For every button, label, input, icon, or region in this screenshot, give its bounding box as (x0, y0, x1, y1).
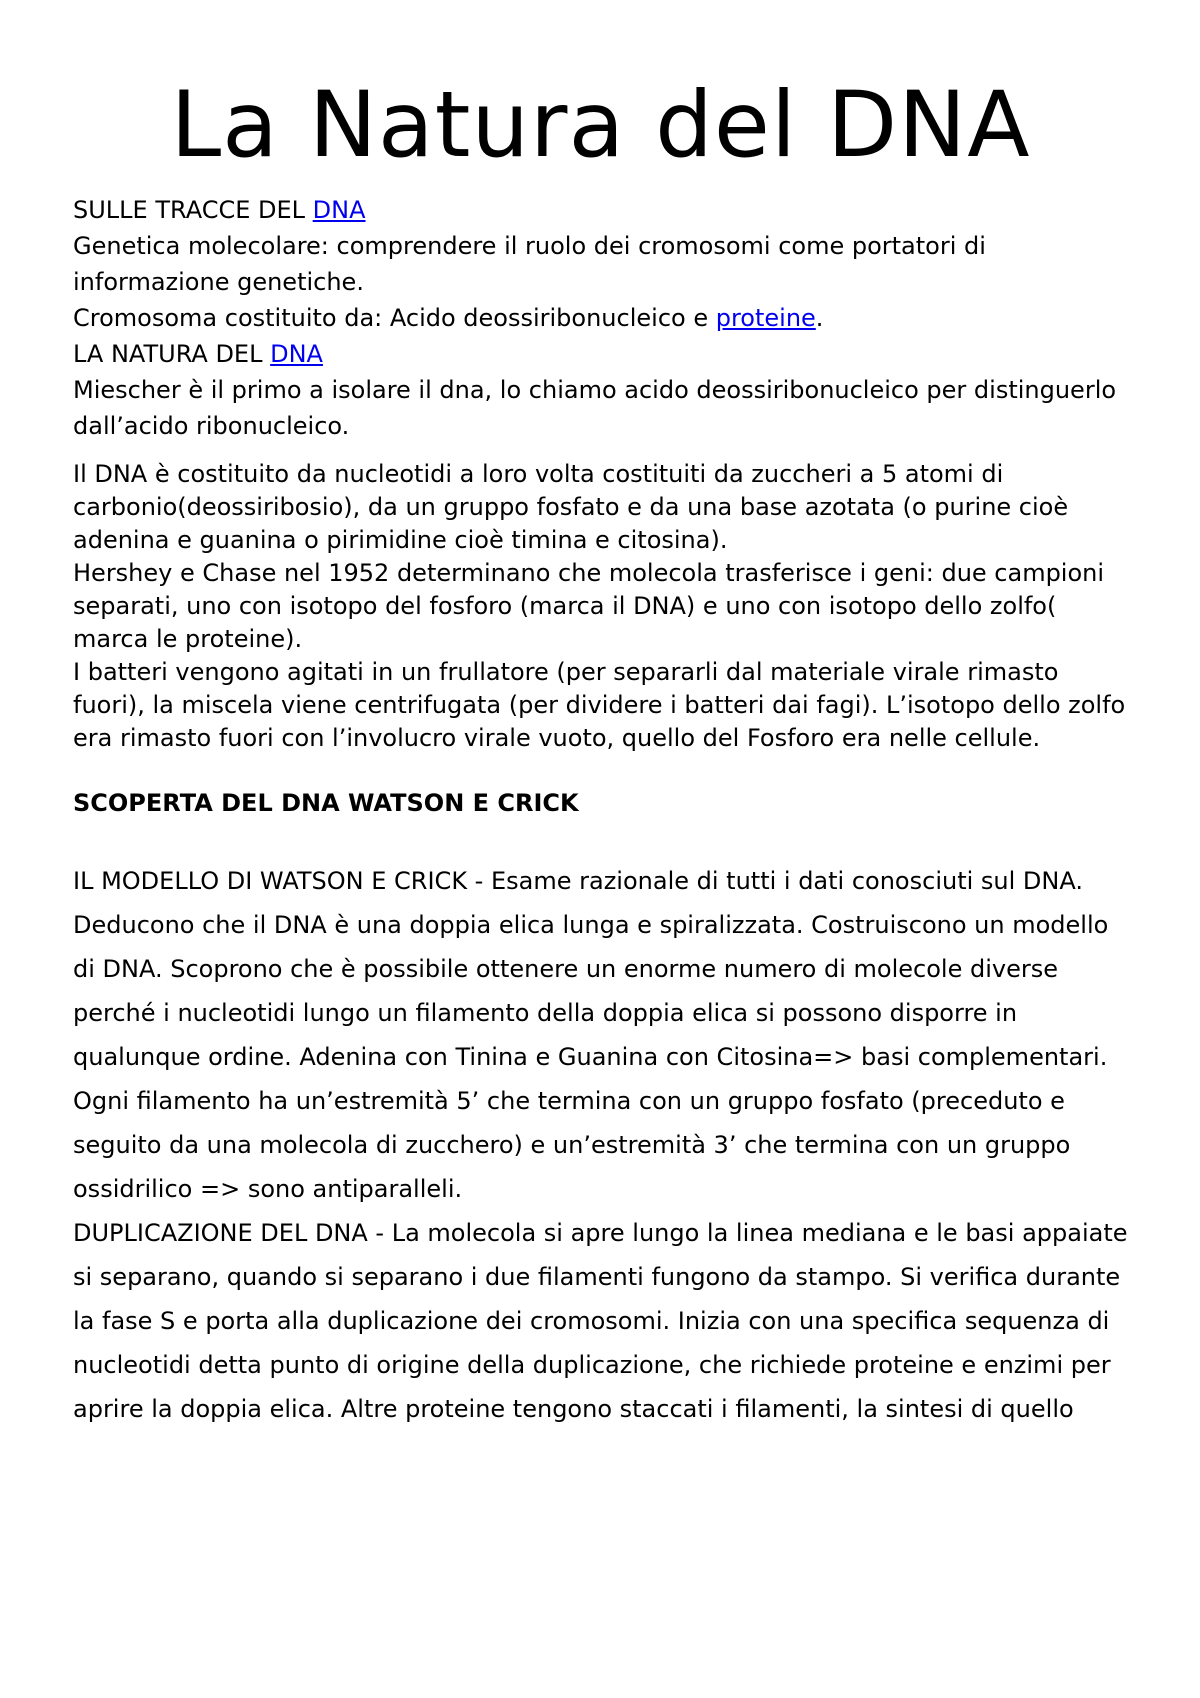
hershey-paragraph: Hershey e Chase nel 1952 determinano che molecola trasferisce i geni: due campioni separati, uno con isotopo del fosforo (marca il DNA) e uno con isotopo dello zolfo( marca le proteine). (73, 559, 1105, 653)
proteine-link[interactable]: proteine (715, 304, 816, 332)
miescher-paragraph: Miescher è il primo a isolare il dna, lo chiamo acido deossiribonucleico per distinguerlo dall’acido ribonucleico. (73, 376, 1117, 440)
tracce-line (73, 192, 1128, 228)
loose-section (73, 859, 1128, 1431)
cromosoma-period: . (815, 304, 824, 332)
cromosoma-text: Cromosoma costituito da: Acido deossiribonucleico e (73, 304, 716, 332)
nucleotidi-paragraph: Il DNA è costituito da nucleotidi a loro volta costituiti da zuccheri a 5 atomi di carbonio(deossiribosio), da un gruppo fosfato e da una base azotata (o purine cioè adenina e guanina o pirimidine cioè timina e citosina). (73, 460, 1069, 554)
dense-section (73, 458, 1128, 755)
genetica-paragraph: Genetica molecolare: comprendere il ruolo dei cromosomi come portatori di informazione genetiche. (73, 232, 986, 296)
modello-paragraph: IL MODELLO DI WATSON E CRICK - Esame razionale di tutti i dati conosciuti sul DNA. Deducono che il DNA è una doppia elica lunga e spiralizzata. Costruiscono un modello di DNA. Scoprono che è possibile ottenere un enorme numero di molecole diverse perché i nucleotidi lungo un filamento della doppia elica si possono disporre in qualunque ordine. Adenina con Tinina e Guanina con Citosina=> basi complementari. Ogni filamento ha un’estremità 5’ che termina con un gruppo fosfato (preceduto e seguito da una molecola di zucchero) e un’estremità 3’ che termina con un gruppo ossidrilico => sono antiparalleli. (73, 867, 1109, 1203)
batteri-paragraph: I batteri vengono agitati in un frullatore (per separarli dal materiale virale rimasto fuori), la miscela viene centrifugata (per dividere i batteri dai fagi). L’isotopo dello zolfo era rimasto fuori con l’involucro virale vuoto, quello del Fosforo era nelle cellule. (73, 658, 1126, 752)
section-heading: SCOPERTA DEL DNA WATSON E CRICK (73, 789, 579, 817)
intro-section (73, 192, 1128, 444)
duplicazione-paragraph: DUPLICAZIONE DEL DNA - La molecola si apre lungo la linea mediana e le basi appaiate si separano, quando si separano i due filamenti fungono da stampo. Si verifica durante la fase S e porta alla duplicazione dei cromosomi. Inizia con una specifica sequenza di nucleotidi detta punto di origine della duplicazione, che richiede proteine e enzimi per aprire la doppia elica. Altre proteine tengono staccati i filamenti, la sintesi di quello (73, 1219, 1128, 1423)
cromosoma-line (73, 300, 1128, 336)
dna-link-natura[interactable]: DNA (270, 340, 323, 368)
dna-link-tracce[interactable]: DNA (312, 196, 366, 224)
document-title: La Natura del DNA (170, 73, 1031, 178)
natura-line (73, 336, 1128, 372)
natura-label: LA NATURA DEL (73, 340, 271, 368)
tracce-label: SULLE TRACCE DEL (73, 196, 313, 224)
